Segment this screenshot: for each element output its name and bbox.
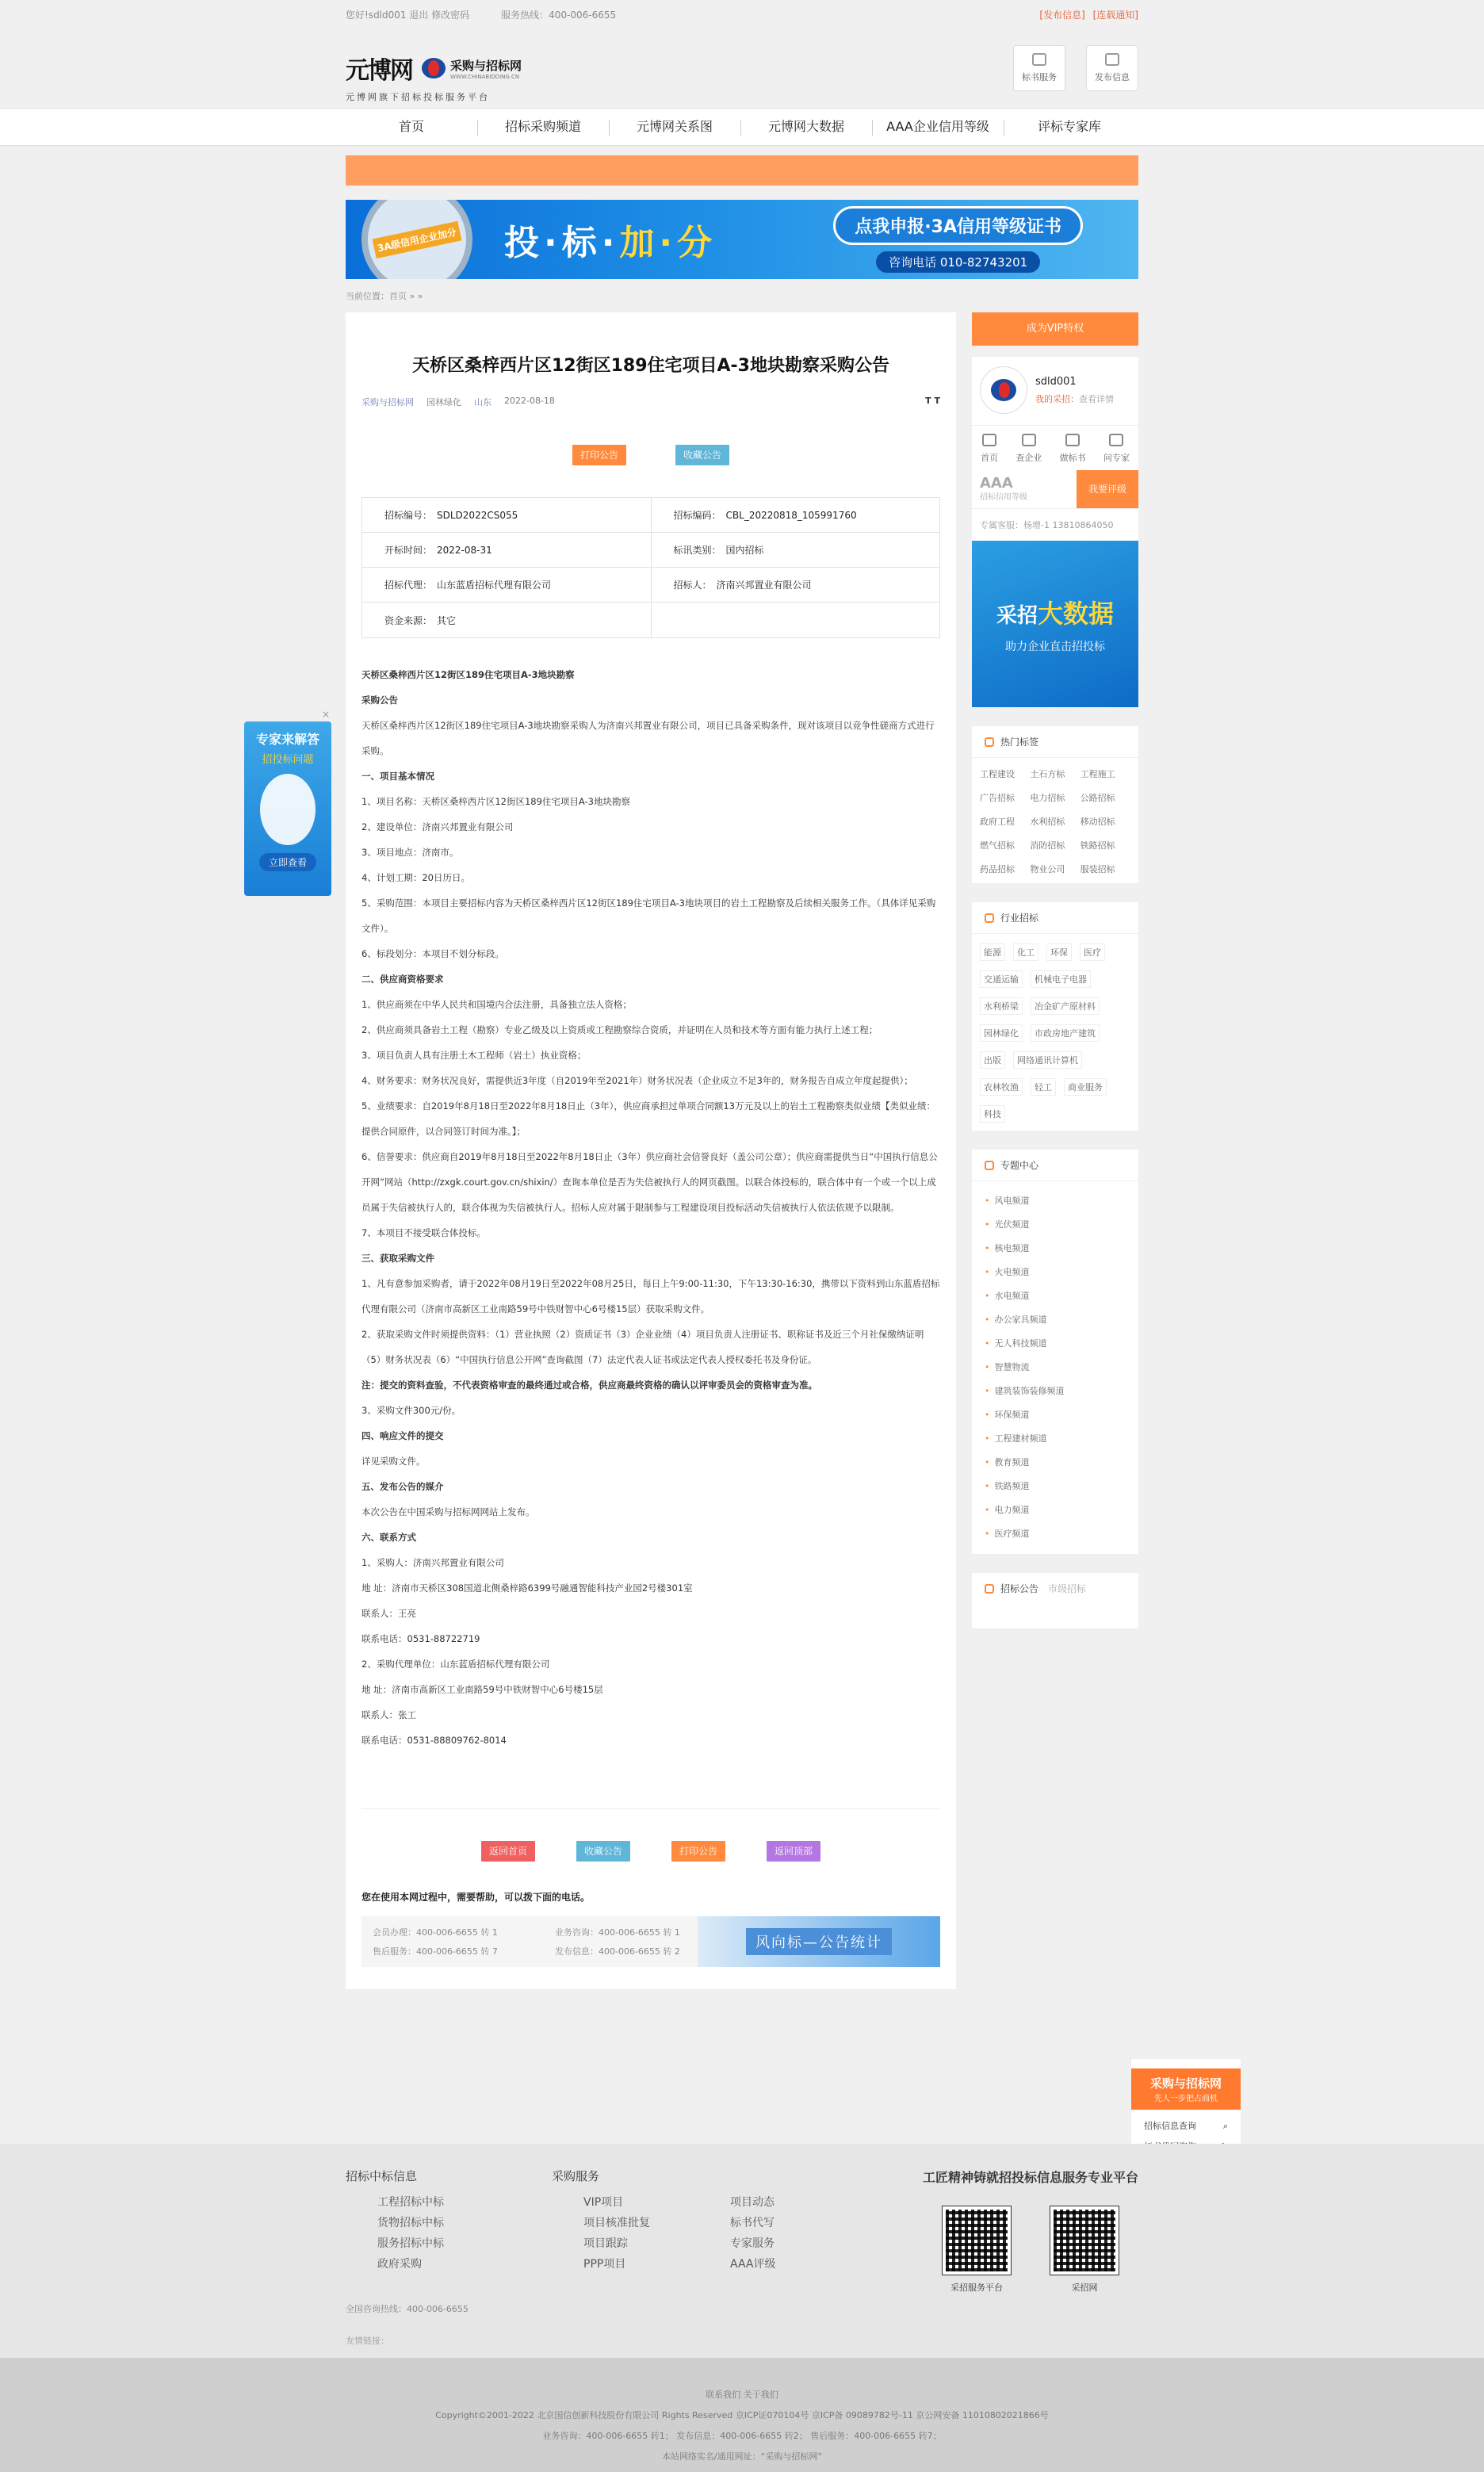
site-logo[interactable] [346, 51, 522, 102]
grid-icon [985, 1161, 994, 1170]
document-icon [1032, 53, 1046, 66]
notice-tab-city[interactable]: 市级招标 [1048, 1583, 1087, 1594]
hot-tag[interactable]: 铁路招标 [1080, 840, 1115, 851]
nav-relation-graph[interactable]: 元博网关系图 [609, 109, 740, 145]
footer-link[interactable]: 服务招标中标 [377, 2237, 444, 2250]
avatar [980, 366, 1027, 414]
print-button-bottom[interactable]: 打印公告 [671, 1841, 725, 1862]
home-icon [982, 434, 996, 446]
favorite-button-bottom[interactable]: 收藏公告 [576, 1841, 630, 1862]
body-paragraph: 4、财务要求：财务状况良好，需提供近3年度（自2019年至2021年）财务状况表（企业成立不足3年的，财务报告自成立年度起提供）； [361, 1075, 913, 1086]
topic-link[interactable]: • 水电频道 [985, 1284, 1126, 1308]
footer-link[interactable]: VIP项目 [583, 2196, 624, 2209]
footer-link[interactable]: 专家服务 [730, 2237, 775, 2250]
topics-title: 专题中心 [1000, 1159, 1039, 1171]
footer-link[interactable]: 项目动态 [730, 2196, 775, 2209]
info-value: 2022-08-31 [437, 544, 492, 556]
help-aftersale: 售后服务：400-006-6655 转 7 [373, 1946, 498, 1957]
info-cell [362, 533, 651, 567]
body-paragraph: 1、采购人：济南兴邦置业有限公司 [361, 1557, 504, 1568]
footer-link[interactable]: 项目核准批复 [583, 2217, 650, 2229]
hot-tag[interactable]: 广告招标 [980, 793, 1015, 803]
topic-link[interactable]: • 教育频道 [985, 1451, 1126, 1475]
info-cell [362, 603, 651, 637]
info-value: SDLD2022CS055 [437, 509, 518, 521]
hot-tag[interactable]: 燃气招标 [980, 840, 1015, 851]
footer-link[interactable]: 政府采购 [377, 2258, 422, 2271]
nav-expert-library[interactable]: 评标专家库 [1004, 109, 1135, 145]
print-button[interactable]: 打印公告 [572, 445, 626, 465]
industry-tag[interactable]: 交通运输 [980, 970, 1023, 988]
edit-icon [1105, 53, 1119, 66]
body-paragraph: 3、项目地点：济南市。 [361, 847, 459, 858]
bidbook-service-button[interactable] [1013, 45, 1065, 91]
info-cell [651, 498, 940, 532]
bigdata-sub: 助力企业直击招投标 [1005, 641, 1105, 653]
body-paragraph: 地 址：济南市天桥区308国道北侧桑梓路6399号融通智能科技产业园2号楼301室 [361, 1582, 693, 1594]
breadcrumb[interactable]: 当前位置：首页 » » [346, 291, 423, 301]
meta-region[interactable]: 山东 [474, 397, 491, 408]
body-paragraph: 2、建设单位：济南兴邦置业有限公司 [361, 821, 514, 832]
side-company-label: 查企业 [1015, 453, 1042, 463]
page-title: 天桥区桑梓西片区12街区189住宅项目A-3地块勘察采购公告 [411, 356, 889, 376]
aaa-subtext: 招标信用等级 [980, 493, 1027, 502]
main-nav [0, 108, 1484, 146]
brand-mark-icon [422, 58, 446, 78]
publish-label: 发布信息 [1095, 72, 1130, 82]
hot-tag[interactable]: 电力招标 [1030, 793, 1065, 803]
industry-tag[interactable]: 科技 [980, 1105, 1005, 1123]
industry-title: 行业招标 [1000, 912, 1039, 924]
back-top-button[interactable]: 返回顶部 [767, 1841, 820, 1862]
info-cell [651, 568, 940, 602]
info-cell [651, 533, 940, 567]
level-label: 我的采招： [1035, 393, 1079, 404]
stats-ad[interactable] [698, 1916, 940, 1967]
body-paragraph: 一、项目基本情况 [361, 771, 434, 782]
side-home-link[interactable] [981, 434, 998, 464]
industry-tag[interactable]: 农林牧渔 [980, 1078, 1023, 1096]
info-value: 济南兴邦置业有限公司 [716, 580, 812, 591]
industry-tag[interactable]: 轻工 [1031, 1078, 1056, 1096]
nav-big-data[interactable]: 元博网大数据 [740, 109, 872, 145]
body-paragraph: 7、本项目不接受联合体投标。 [361, 1227, 486, 1238]
help-title: 您在使用本网过程中，需要帮助，可以拨下面的电话。 [361, 1892, 591, 1903]
body-paragraph: 1、供应商须在中华人民共和国境内合法注册，具备独立法人资格； [361, 999, 632, 1010]
qr-site [1050, 2206, 1119, 2294]
username: sdld001 [1035, 375, 1077, 388]
body-paragraph: 本次公告在中国采购与招标网网站上发布。 [361, 1506, 535, 1517]
bigdata-title-b: 大数据 [1038, 599, 1115, 629]
body-paragraph: 6、信誉要求：供应商自2019年8月18日至2022年8月18日止（3年）供应商社会信誉良好（盖公司公章）；供应商需提供当日“中国执行信息公开网”网站（http://zxgk.court.gov.cn/shixin/）查询本单位是否为失信被执行人的网页截图。以联合体投标的，联合体中有一个或一个以上成员属于失信被执行人的，联合体视为失信被执行人。招标人应对属于限制参与工程建设项目投标活动失信被执行人依法依规予以限制。 [361, 1151, 938, 1213]
aaa-text: AAA [980, 475, 1013, 492]
body-paragraph: 2、获取采购文件时须提供资料：（1）营业执照（2）资质证书（3）企业业绩（4）项目负责人注册证书、职称证书及近三个月社保缴纳证明（5）财务状况表（6）“中国执行信息公开网”查询截图（7）法定代表人证书或法定代表人授权委托书及身份证。 [361, 1329, 924, 1365]
industry-tag[interactable]: 出版 [980, 1051, 1005, 1069]
bidbook-label: 标书服务 [1022, 72, 1057, 82]
body-paragraph: 1、项目名称：天桥区桑梓西片区12街区189住宅项目A-3地块勘察 [361, 796, 630, 807]
brand-name: 采购与招标网 [450, 58, 522, 73]
body-paragraph: 3、项目负责人具有注册土木工程师（岩土）执业资格； [361, 1050, 587, 1061]
banner-cta[interactable]: 点我申报·3A信用等级证书 [833, 206, 1083, 245]
publish-link[interactable]: [发布信息] [1039, 9, 1085, 21]
side-home-label: 首页 [981, 453, 999, 463]
topics-panel [972, 1150, 1138, 1554]
banner-badge: 3A级信用企业加分 [373, 220, 461, 258]
qr-code-icon [943, 2206, 1011, 2275]
hot-tag[interactable]: 药品招标 [980, 864, 1015, 874]
info-row [362, 498, 939, 533]
meta-category[interactable]: 采购与招标网 [361, 397, 414, 408]
industry-tag[interactable]: 医疗 [1080, 943, 1105, 961]
industry-tag[interactable]: 市政房地产建筑 [1031, 1024, 1100, 1042]
industry-tag[interactable]: 机械电子电器 [1031, 970, 1091, 988]
notice-panel [972, 1573, 1138, 1628]
topic-link[interactable]: • 环保频道 [985, 1403, 1126, 1427]
footer-link[interactable]: 工程招标中标 [377, 2196, 444, 2209]
topic-link[interactable]: • 铁路频道 [985, 1475, 1126, 1498]
body-paragraph: 4、计划工期：20日历日。 [361, 872, 470, 883]
user-card [972, 357, 1138, 541]
topic-link[interactable]: • 无人科技频道 [985, 1332, 1126, 1356]
hot-tag[interactable]: 物业公司 [1030, 864, 1065, 874]
expert-ad-sub: 招投标问题 [262, 754, 314, 766]
info-row [362, 603, 939, 637]
meta-type: 园林绿化 [426, 397, 461, 408]
industry-tag[interactable]: 水利桥梁 [980, 997, 1023, 1015]
body-paragraph: 联系电话：0531-88809762-8014 [361, 1735, 507, 1746]
logo-subtitle: 元博网旗下招标投标服务平台 [346, 92, 490, 102]
notify-link[interactable]: [连载通知] [1092, 9, 1138, 21]
side-expert-label: 问专家 [1103, 453, 1130, 463]
side-company-link[interactable] [1015, 434, 1042, 464]
file-icon [1065, 434, 1080, 446]
hot-tag[interactable]: 公路招标 [1080, 793, 1115, 803]
nav-bidding-channel[interactable]: 招标采购频道 [477, 109, 609, 145]
side-bidbook-link[interactable] [1060, 434, 1086, 464]
body-paragraph: 三、获取采购文件 [361, 1253, 434, 1264]
article-meta [361, 396, 940, 408]
topic-link[interactable]: • 医疗频道 [985, 1522, 1126, 1546]
banner-headline [504, 214, 717, 265]
info-value: 山东蓝盾招标代理有限公司 [437, 580, 552, 591]
help-box [361, 1916, 940, 1967]
qr1-label: 采招服务平台 [950, 2283, 1003, 2293]
footer-hotline: 全国咨询热线：400-006-6655 [346, 2304, 469, 2314]
meta-date: 2022-08-18 [504, 396, 555, 406]
vip-button[interactable]: 成为VIP特权 [972, 312, 1138, 346]
signal-icon [1109, 434, 1123, 446]
industry-tag[interactable]: 冶金矿产原材料 [1031, 997, 1100, 1015]
info-row [362, 533, 939, 568]
body-paragraph: 2、供应商须具备岩土工程（勘察）专业乙级及以上资质或工程勘察综合资质，并证明在人员和技术等方面有能力执行上述工程； [361, 1024, 878, 1035]
footer-slogan: 工匠精神铸就招投标信息服务专业平台 [922, 2170, 1138, 2185]
info-label: 招标编码： [673, 510, 721, 521]
headline-part-b: 加·分 [619, 223, 717, 263]
person-icon [260, 774, 316, 845]
body-paragraph: 5、采购范围：本项目主要招标内容为天桥区桑梓西片区12街区189住宅项目A-3地块项目的岩土工程勘察及后续相关服务工作。（具体详见采购文件）。 [361, 897, 936, 934]
topic-link[interactable]: • 建筑装饰装修频道 [985, 1379, 1126, 1403]
back-home-button[interactable]: 返回首页 [481, 1841, 535, 1862]
hot-tag[interactable]: 水利招标 [1030, 817, 1065, 827]
industry-tag[interactable]: 能源 [980, 943, 1005, 961]
hot-tag[interactable]: 政府工程 [980, 817, 1015, 827]
brand-mark-icon [991, 379, 1016, 401]
consult-item[interactable] [1144, 2116, 1228, 2137]
headline-part-a: 投·标· [504, 223, 620, 263]
qr2-label: 采招网 [1071, 2283, 1098, 2293]
footer-col2-title: 采购服务 [552, 2169, 600, 2183]
body-paragraph: 六、联系方式 [361, 1532, 416, 1543]
top-bar [0, 0, 1484, 29]
greeting-text[interactable]: 您好!sdld001 退出 修改密码 [346, 9, 470, 21]
body-paragraph: 6、标段划分：本项目不划分标段。 [361, 948, 504, 959]
info-table [361, 497, 940, 638]
tag-icon [985, 737, 994, 747]
body-paragraph: 2、采购代理单位：山东蓝盾招标代理有限公司 [361, 1659, 550, 1670]
hotline-text: 服务热线：400-006-6655 [501, 9, 617, 21]
hot-tag[interactable]: 土石方标 [1030, 769, 1065, 779]
info-value: 国内招标 [725, 545, 764, 556]
hot-tag[interactable]: 服装招标 [1080, 864, 1115, 874]
level-details-link[interactable]: 查看详情 [1079, 393, 1114, 404]
info-label: 招标代理： [384, 580, 433, 591]
promo-bar[interactable] [346, 155, 1138, 186]
body-paragraph: 天桥区桑梓西片区12街区189住宅项目A-3地块勘察 [361, 669, 575, 680]
industry-tag[interactable]: 商业服务 [1064, 1078, 1107, 1096]
hot-tags-panel [972, 726, 1138, 883]
brand-url: WWW.CHINABIDDING.CN [450, 73, 520, 80]
hot-tag[interactable]: 移动招标 [1080, 817, 1115, 827]
footer-link[interactable]: 货物招标中标 [377, 2217, 444, 2229]
article [346, 312, 956, 1989]
expert-ad-button[interactable]: 立即查看 [259, 853, 316, 871]
info-label: 资金来源： [384, 614, 433, 626]
bigdata-ad[interactable] [972, 541, 1138, 707]
banner-tel: 咨询电话 010-82743201 [876, 251, 1040, 273]
expert-ad-title: 专家来解答 [255, 732, 319, 747]
publish-info-button[interactable] [1086, 45, 1138, 91]
topic-link[interactable]: • 火电频道 [985, 1261, 1126, 1284]
side-expert-link[interactable] [1103, 434, 1130, 464]
industry-tag[interactable]: 网络通讯计算机 [1013, 1051, 1082, 1069]
footer-col1-title: 招标中标信息 [346, 2169, 418, 2183]
favorite-button[interactable]: 收藏公告 [675, 445, 729, 465]
body-paragraph: 3、采购文件300元/份。 [361, 1405, 461, 1416]
info-value: 其它 [437, 614, 457, 626]
expert-float-ad[interactable] [244, 709, 331, 896]
body-paragraph: 注：提交的资料查验，不代表资格审查的最终通过或合格，供应商最终资格的确认以评审委员会的资格审查为准。 [361, 1379, 817, 1391]
topic-link[interactable]: • 办公家具频道 [985, 1308, 1126, 1332]
footer-about-links[interactable]: 联系我们 关于我们 [706, 2390, 778, 2400]
stats-ad-label: 风向标—公告统计 [746, 1928, 892, 1955]
side-bidbook-label: 做标书 [1059, 453, 1086, 463]
consult-title: 采购与招标网 [1149, 2076, 1222, 2091]
body-paragraph: 二、供应商资格要求 [361, 974, 444, 985]
service-contact: 专属客服：杨增-1 13810864050 [972, 508, 1138, 541]
industry-icon [985, 913, 994, 923]
topic-link[interactable]: • 电力频道 [985, 1498, 1126, 1522]
body-paragraph: 联系人：王亮 [361, 1608, 416, 1619]
help-member: 会员办理：400-006-6655 转 1 [373, 1927, 498, 1938]
magnifier-icon [361, 200, 472, 279]
footer-link[interactable]: 项目跟踪 [583, 2237, 628, 2250]
body-paragraph: 联系电话：0531-88722719 [361, 1633, 480, 1644]
topic-link[interactable]: • 智慧物流 [985, 1356, 1126, 1379]
hot-tag[interactable]: 工程施工 [1080, 769, 1115, 779]
info-cell [362, 498, 651, 532]
info-label: 招标人： [673, 580, 712, 591]
article-body [361, 662, 940, 1753]
body-paragraph: 地 址：济南市高新区工业南路59号中铁财智中心6号楼15层 [361, 1684, 603, 1695]
notice-tab-active[interactable]: 招标公告 [1000, 1583, 1039, 1594]
info-cell [362, 568, 651, 602]
help-publish: 发布信息：400-006-6655 转 2 [555, 1946, 680, 1957]
eval-button[interactable]: 我要评级 [1077, 470, 1138, 508]
footer-phones: 业务咨询：400-006-6655 转1； 发布信息：400-006-6655 转2； 售后服务：400-006-6655 转7； [542, 2431, 942, 2441]
eye-icon [1022, 434, 1036, 446]
nav-home[interactable]: 首页 [398, 119, 424, 134]
consult-item-label: 招标信息查询 [1144, 2121, 1196, 2131]
hot-tags-title: 热门标签 [1000, 736, 1039, 748]
bigdata-title-a: 采招 [996, 604, 1038, 628]
copyright-bar [0, 2358, 1484, 2472]
hot-tag[interactable]: 工程建设 [980, 769, 1015, 779]
body-paragraph: 详见采购文件。 [361, 1456, 426, 1467]
footer-link[interactable]: AAA评级 [730, 2258, 776, 2271]
qr-code-icon [1050, 2206, 1119, 2275]
info-cell [651, 603, 940, 637]
search-icon: ⌕ [1222, 2121, 1228, 2131]
help-business: 业务咨询：400-006-6655 转 1 [555, 1927, 680, 1938]
info-value: CBL_20220818_105991760 [725, 509, 857, 521]
industry-panel [972, 902, 1138, 1131]
industry-tag[interactable]: 环保 [1046, 943, 1072, 961]
copyright-text: Copyright©2001-2022 北京国信创新科技股份有限公司 Rights Reserved 京ICP证070104号 京ICP备 09089782号-11 京公网安备 11010802021866号 [435, 2410, 1049, 2420]
topic-link[interactable]: • 风电频道 [985, 1189, 1126, 1213]
info-label: 开标时间： [384, 545, 433, 556]
footer [0, 2144, 1484, 2358]
qr-service [943, 2206, 1011, 2294]
sidebar [972, 312, 1138, 1989]
footer-link[interactable]: PPP项目 [583, 2258, 626, 2271]
industry-tag[interactable]: 化工 [1013, 943, 1038, 961]
body-paragraph: 联系人：张工 [361, 1709, 416, 1720]
body-paragraph: 五、发布公告的媒介 [361, 1481, 444, 1492]
body-paragraph: 天桥区桑梓西片区12街区189住宅项目A-3地块勘察采购人为济南兴邦置业有限公司，项目已具备采购条件，现对该项目以竞争性磋商方式进行采购。 [361, 720, 935, 756]
close-icon[interactable]: × [321, 709, 330, 720]
topic-link[interactable]: • 光伏频道 [985, 1213, 1126, 1237]
footer-link[interactable]: 标书代写 [730, 2217, 775, 2229]
industry-tag[interactable]: 园林绿化 [980, 1024, 1023, 1042]
body-paragraph: 5、业绩要求：自2019年8月18日至2022年8月18日止（3年），供应商承担过单项合同额13万元及以上的岩土工程勘察类似业绩【类似业绩：提供合同原件，以合同签订时间为准。】； [361, 1100, 935, 1137]
logo-text: 元博网 [346, 57, 412, 85]
topic-link[interactable]: • 核电频道 [985, 1237, 1126, 1261]
info-row [362, 568, 939, 603]
consult-sub: 先人一步把占商机 [1154, 2095, 1218, 2103]
font-size-toggle[interactable]: T T [925, 396, 940, 406]
info-label: 标讯类别： [673, 545, 721, 556]
nav-aaa-credit[interactable]: AAA企业信用等级 [872, 109, 1004, 145]
body-paragraph: 四、响应文件的提交 [361, 1430, 444, 1441]
speaker-icon [985, 1584, 994, 1594]
footer-realname: 本站网络实名/通用网址：“采购与招标网” [661, 2451, 823, 2462]
credit-banner[interactable] [346, 200, 1138, 279]
friend-links: 友情链接： [346, 2336, 389, 2346]
body-paragraph: 1、凡有意参加采购者，请于2022年08月19日至2022年08月25日，每日上午9:00-11:30，下午13:30-16:30，携带以下资料到山东蓝盾招标代理有限公司（济南市高新区工业南路59号中铁财智中心6号楼15层）获取采购文件。 [361, 1278, 940, 1314]
aaa-label [972, 476, 1027, 502]
brand-logo [422, 57, 522, 80]
body-paragraph: 采购公告 [361, 695, 398, 706]
topic-link[interactable]: • 工程建材频道 [985, 1427, 1126, 1451]
header [0, 29, 1484, 108]
hot-tag[interactable]: 消防招标 [1030, 840, 1065, 851]
info-label: 招标编号： [384, 510, 433, 521]
